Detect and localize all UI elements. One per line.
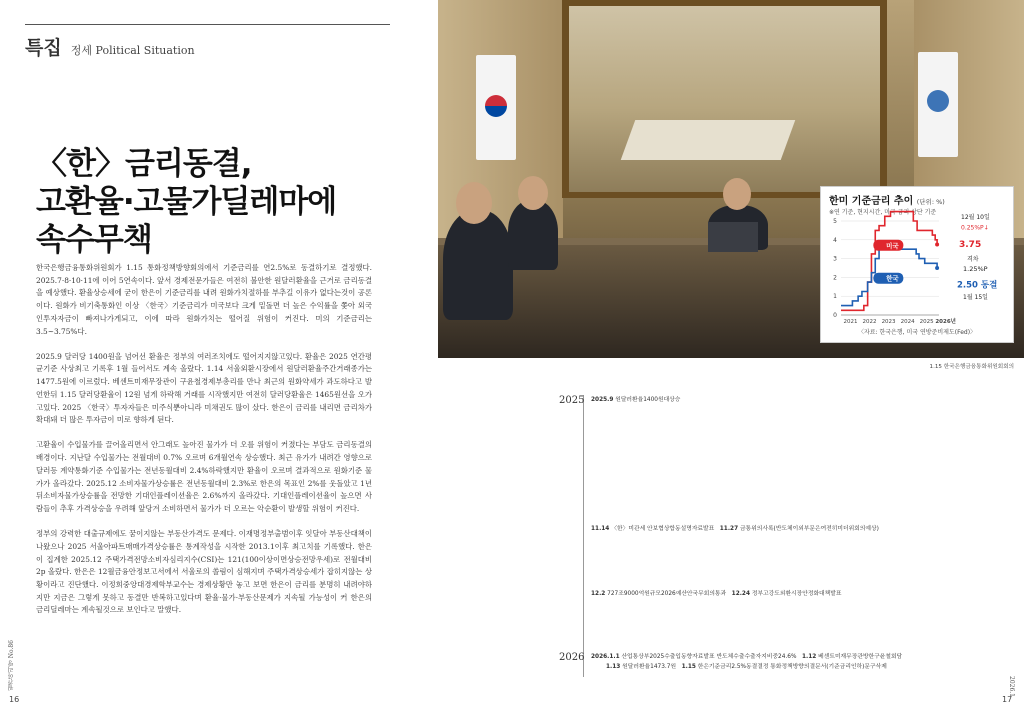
timeline-entry xyxy=(591,524,879,534)
chart-note: ※연 기준, 현지시간, 미국 금리 상단 기준 xyxy=(829,209,937,216)
entry-text: 원달러환율1400원대상승 xyxy=(615,397,681,403)
kr-series-label: 한국 xyxy=(886,274,899,283)
entry-date: 1.15 xyxy=(681,664,696,670)
section-header xyxy=(25,33,195,60)
x-tick-label: 2023 xyxy=(881,319,896,325)
entry-text: 한은기준금리2.5%동결결정 통화정책방향의결문서(기준금리인하)문구삭제 xyxy=(697,664,887,670)
person-head xyxy=(723,178,751,210)
entry-text: 원달러환율1473.7원 xyxy=(622,664,677,670)
x-tick-label: 2024 xyxy=(900,319,915,325)
photo-caption: 1.15 한국은행금융통화위원회회의 xyxy=(929,364,1014,370)
gap-label: 격차 xyxy=(967,255,979,263)
y-tick-label: 1 xyxy=(833,293,837,301)
painting-table xyxy=(621,120,796,160)
article-body xyxy=(36,262,372,630)
y-tick-label: 0 xyxy=(833,312,837,319)
gap-value: 1.25%P xyxy=(963,264,988,273)
timeline-entry xyxy=(591,589,841,599)
title-line-3: 속수무책 xyxy=(36,222,152,258)
kr-date: 1월 15일 xyxy=(963,294,988,302)
body-paragraph: 고환율이 수입물가를 끌어올리면서 안그래도 높아진 물가가 더 오를 위험이 커졌다는 부담도 금리동결의 배경이다. 지난달 수입물가는 전월대비 0.7% 오르며 6개월연속 상승했다. 최근 유가가 내려간 영향으로 달러등 계약통화기준 수입물가는 전년동월대비 2.4%하락했지만 환율이 오르며 결과적으로 원화기준 물가가 올라갔다. 2025.12 소비자물가상승률은 전년동월대비 2.3%로 한은의 목표인 2%를 웃돌았고 1년뒤소비자물가상승률을 전망한 기대인플레이션율은 2.6%까지 올라갔다. 기대인플레이션율이 높으면 사람들이 추후 가격상승을 우려해 앞당겨 소비하면서 물가가 더 오르는 악순환이 발생할 위험이 커진다. xyxy=(36,440,372,513)
kr-end-point xyxy=(935,266,939,270)
taeguk-icon xyxy=(485,95,507,117)
title-line-2: 고환율·고물가딜레마에 xyxy=(36,184,337,220)
laptop xyxy=(708,222,758,252)
entry-text: 산업통상부2025수출입동향자료발표 반도체수출수출자지비중24.6% xyxy=(621,654,797,660)
kr-end-value: 2.50 동결 xyxy=(957,280,998,291)
x-tick-label: 2022 xyxy=(862,319,877,325)
y-tick-label: 4 xyxy=(833,236,837,244)
x-tick-label: 2026년 xyxy=(935,319,956,325)
entry-text: 베센트미재무장관방한구윤철회담 xyxy=(818,654,903,660)
chart-unit: (단위: %) xyxy=(916,198,945,206)
interest-rate-chart xyxy=(820,186,1014,343)
chart-source: 〈자료: 한국은행, 미국 연방준비제도(Fed)〉 xyxy=(857,329,977,336)
annotation-cut: 0.25%P↓ xyxy=(961,224,989,232)
us-end-point xyxy=(935,243,939,247)
timeline-entry xyxy=(606,662,887,672)
entry-text: 727조9000억원규모2026예산안국무회의통과 xyxy=(607,591,727,597)
timeline-entry xyxy=(591,395,680,405)
magazine-side-mark: 월간아리랑 No.86 xyxy=(8,640,15,691)
entry-date: 1.13 xyxy=(606,664,621,670)
y-tick-label: 5 xyxy=(833,218,837,225)
entry-date: 1.12 xyxy=(802,654,817,660)
entry-text: 정부고강도외환시장안정화대책발표 xyxy=(751,591,842,597)
us-rate-line xyxy=(841,212,937,311)
person-head xyxy=(456,182,492,224)
person-silhouette xyxy=(508,200,558,270)
top-rule xyxy=(25,24,390,25)
annotation-date: 12월 10일 xyxy=(961,214,990,222)
page-number-left: 16 xyxy=(9,695,20,704)
page-number-right: 17 xyxy=(1002,695,1013,704)
timeline-entry xyxy=(591,652,902,662)
painting xyxy=(569,6,880,192)
entry-text: 〈한〉미관세 안보협상합동설명자료발표 xyxy=(611,526,715,532)
entry-date: 11.27 xyxy=(719,526,739,532)
us-end-value: 3.75 xyxy=(959,239,982,250)
entry-date: 11.14 xyxy=(591,526,610,532)
entry-date: 12.24 xyxy=(731,591,750,597)
x-tick-label: 2025 xyxy=(919,319,934,325)
person-head xyxy=(518,176,548,210)
body-paragraph: 정부의 강력한 대출규제에도 꿈이지않는 부동산가격도 문제다. 이재명정부출범이후 잇달아 부동산대책이 나왔으나 2025 서울아파트매매가격상승률은 통계작성을 시작한 2013.1이후 최고치를 기록했다. 한은이 집계한 2025.12 주택가격전망소비자심리지수(CSI)는 121(100이상이면상승전망우세)로 전월대비 2p 올랐다. 한은은 12월금융안정보고서에서 서울로의 쏠림이 심해지며 주택가격상승세가 잡히지않는 상황이라고 진단했다. 이정희중앙대경제학부교수는 경제상황만 놓고 보면 한은이 금리를 분명히 내려야하지만 지금은 그렇게 못하고 동결만 반복하고있다며 환율·물가·부동산문제가 지속될 가능성이 커 한은의 금리딜레마는 계속될것으로 보인다고 말했다. xyxy=(36,529,372,615)
timeline-year-2026: 2026 xyxy=(559,652,585,663)
section-label: 특집 xyxy=(25,37,62,59)
x-tick-label: 2021 xyxy=(843,319,858,325)
person-silhouette xyxy=(443,210,513,320)
entry-date: 12.2 xyxy=(591,591,606,597)
korean-flag xyxy=(476,55,516,160)
y-tick-label: 3 xyxy=(833,255,837,263)
chart-plot xyxy=(821,187,1013,342)
entry-date: 2026.1.1 xyxy=(591,654,620,660)
y-tick-label: 2 xyxy=(833,274,837,282)
us-series-label: 미국 xyxy=(886,241,899,250)
article-title xyxy=(36,145,336,259)
section-subtitle: 정세 Political Situation xyxy=(70,44,195,57)
chart-title-text: 한미 기준금리 추이 xyxy=(829,196,914,207)
timeline-year-2025: 2025 xyxy=(559,395,585,406)
bok-seal-icon xyxy=(927,90,949,112)
title-line-1: 〈한〉금리동결, xyxy=(36,146,252,182)
entry-text: 금통위의사록(반도체이외부문은여전히미더위회의예상) xyxy=(739,526,879,532)
bank-of-korea-flag xyxy=(918,52,958,157)
body-paragraph: 2025.9 달러당 1400원을 넘어선 환율은 정부의 여러조치에도 떨어지지않고있다. 환율은 2025 연간평균기준 사상최고 기록후 1월 들어서도 계속 올랐다. 1.14 서울외환시장에서 원달러환율주간거래종가는 1477.5원에 이르렀다. 베센트미재무장관이 구윤철경제부총리를 만나 최근의 원화약세가 과도하다고 발언한뒤 1.15 달러당환율이 12원 넘게 하락해 거래를 시작했지만 여전히 달러당환율은 1465원선을 오가고있다. 2025 〈한국〉투자자들은 미주식뿐아니라 미채권도 많이 샀다. 한은이 금리를 내리면 금리차가 확대돼 더 많은 투자금이 미로 향하게 된다. xyxy=(36,351,372,425)
body-paragraph: 한국은행금융통화위원회가 1.15 통화정책방향회의에서 기준금리를 연2.5%로 동결하기로 결정했다. 2025.7·8·10·11에 이어 5연속이다. 앞서 경제전문가들은 여전히 불안한 원달러환율을 근거로 금리동결을 예상했다. 환율상승세에 굳이 한은이 기준금리를 내려 원화가치절하를 부추길 이유가 없다는것이 공론이다. 원화가 비기축통화인 이상 〈한국〉기준금리가 미국보다 크게 밑돌면 더 높은 수익률을 쫓아 외국인투자자금이 빠져나가게되고, 이에 따라 원화가치는 떨어질 위험이 커진다. 미의 기준금리는 3.5~3.75%다. xyxy=(36,263,372,336)
date-side-mark: 2026.1 xyxy=(1008,676,1015,697)
entry-date: 2025.9 xyxy=(591,397,614,403)
timeline-line xyxy=(583,395,584,677)
